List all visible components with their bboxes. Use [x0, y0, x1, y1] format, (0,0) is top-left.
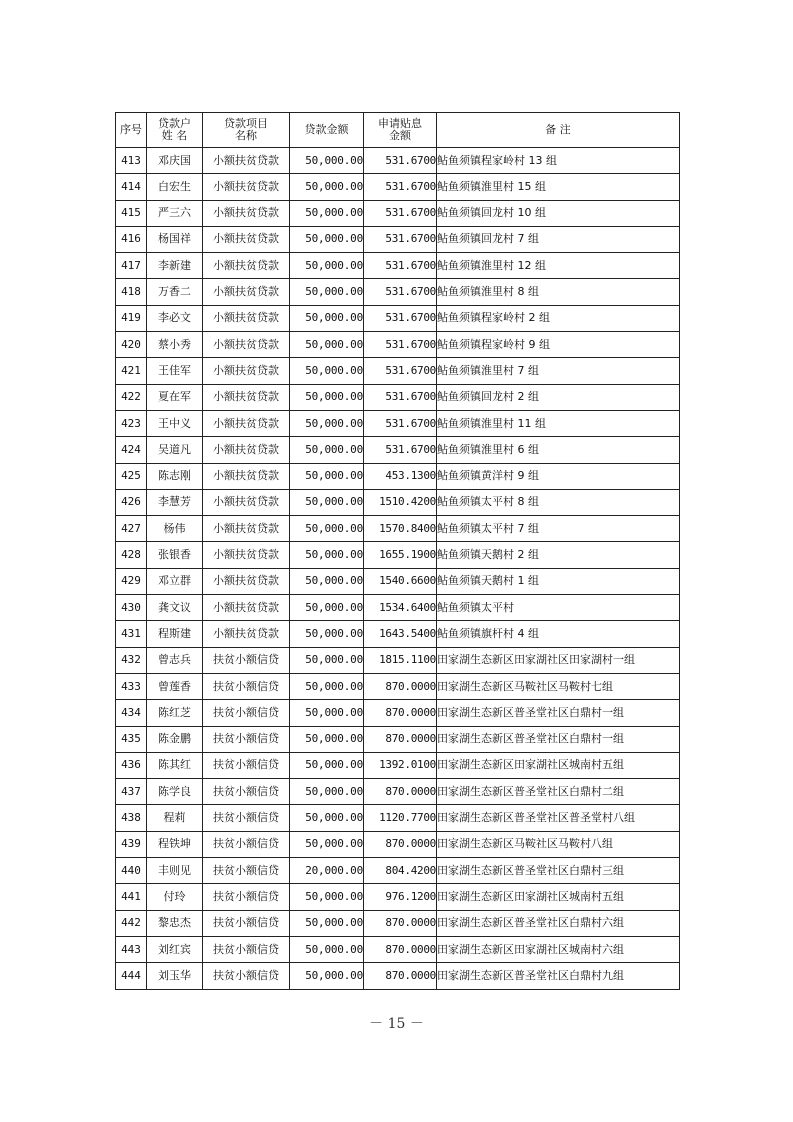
cell-name: 陈红芝: [147, 700, 203, 726]
cell-interest: 453.1300: [364, 463, 437, 489]
cell-no: 442: [116, 910, 147, 936]
header-interest: [364, 113, 437, 148]
cell-amount: 50,000.00: [290, 936, 364, 962]
table-row: [116, 700, 680, 726]
cell-no: 436: [116, 752, 147, 778]
cell-name: 曾莲香: [147, 673, 203, 699]
table-row: [116, 779, 680, 805]
cell-amount: 50,000.00: [290, 516, 364, 542]
cell-project: 小额扶贫贷款: [203, 542, 290, 568]
cell-name: 刘玉华: [147, 963, 203, 989]
cell-no: 428: [116, 542, 147, 568]
cell-name: 丰则见: [147, 858, 203, 884]
table-row: [116, 437, 680, 463]
cell-name: 王中义: [147, 410, 203, 436]
cell-name: 杨国祥: [147, 226, 203, 252]
cell-no: 434: [116, 700, 147, 726]
cell-name: 程斯建: [147, 621, 203, 647]
cell-project: 扶贫小额信贷: [203, 963, 290, 989]
cell-name: 黎忠杰: [147, 910, 203, 936]
cell-interest: 1815.1100: [364, 647, 437, 673]
cell-note: 鲇鱼须镇回龙村 7 组: [437, 226, 680, 252]
cell-project: 小额扶贫贷款: [203, 148, 290, 174]
cell-name: 严三六: [147, 200, 203, 226]
cell-interest: 1120.7700: [364, 805, 437, 831]
header-no: 序号: [116, 113, 147, 148]
cell-amount: 50,000.00: [290, 805, 364, 831]
cell-no: 421: [116, 358, 147, 384]
cell-project: 小额扶贫贷款: [203, 463, 290, 489]
cell-note: 田家湖生态新区普圣堂社区普圣堂村八组: [437, 805, 680, 831]
table-row: [116, 384, 680, 410]
cell-project: 小额扶贫贷款: [203, 226, 290, 252]
cell-name: 夏在军: [147, 384, 203, 410]
cell-interest: 1570.8400: [364, 516, 437, 542]
cell-name: 龚文议: [147, 595, 203, 621]
cell-amount: 50,000.00: [290, 358, 364, 384]
cell-amount: 50,000.00: [290, 884, 364, 910]
cell-project: 小额扶贫贷款: [203, 332, 290, 358]
table-row: [116, 410, 680, 436]
table-row: [116, 542, 680, 568]
cell-interest: 531.6700: [364, 200, 437, 226]
cell-no: 420: [116, 332, 147, 358]
cell-no: 430: [116, 595, 147, 621]
table-row: [116, 332, 680, 358]
cell-no: 422: [116, 384, 147, 410]
cell-name: 李慧芳: [147, 489, 203, 515]
cell-no: 427: [116, 516, 147, 542]
cell-project: 小额扶贫贷款: [203, 568, 290, 594]
cell-name: 白宏生: [147, 174, 203, 200]
cell-amount: 50,000.00: [290, 437, 364, 463]
cell-interest: 976.1200: [364, 884, 437, 910]
cell-note: 田家湖生态新区田家湖社区城南村六组: [437, 936, 680, 962]
cell-project: 扶贫小额信贷: [203, 805, 290, 831]
cell-name: 程莉: [147, 805, 203, 831]
cell-no: 425: [116, 463, 147, 489]
cell-note: 鲇鱼须镇太平村 7 组: [437, 516, 680, 542]
cell-note: 鲇鱼须镇程家岭村 2 组: [437, 305, 680, 331]
page-number: － 15 －: [369, 1016, 424, 1032]
cell-interest: 531.6700: [364, 279, 437, 305]
table-row: [116, 910, 680, 936]
cell-note: 鲇鱼须镇太平村: [437, 595, 680, 621]
cell-amount: 50,000.00: [290, 700, 364, 726]
table-row: [116, 726, 680, 752]
table-header: [116, 113, 680, 148]
cell-interest: 531.6700: [364, 332, 437, 358]
table-row: [116, 858, 680, 884]
cell-no: 415: [116, 200, 147, 226]
cell-note: 田家湖生态新区普圣堂社区白鼎村三组: [437, 858, 680, 884]
cell-interest: 1534.6400: [364, 595, 437, 621]
cell-project: 小额扶贫贷款: [203, 516, 290, 542]
cell-amount: 50,000.00: [290, 726, 364, 752]
cell-no: 431: [116, 621, 147, 647]
cell-name: 张银香: [147, 542, 203, 568]
cell-project: 小额扶贫贷款: [203, 384, 290, 410]
cell-no: 413: [116, 148, 147, 174]
cell-note: 鲇鱼须镇回龙村 2 组: [437, 384, 680, 410]
cell-interest: 531.6700: [364, 148, 437, 174]
cell-no: 443: [116, 936, 147, 962]
cell-note: 鲇鱼须镇淮里村 8 组: [437, 279, 680, 305]
table-row: [116, 516, 680, 542]
cell-interest: 1540.6600: [364, 568, 437, 594]
cell-note: 鲇鱼须镇程家岭村 13 组: [437, 148, 680, 174]
cell-note: 田家湖生态新区普圣堂社区白鼎村六组: [437, 910, 680, 936]
cell-project: 小额扶贫贷款: [203, 437, 290, 463]
cell-interest: 1510.4200: [364, 489, 437, 515]
cell-project: 小额扶贫贷款: [203, 253, 290, 279]
cell-project: 扶贫小额信贷: [203, 910, 290, 936]
cell-interest: 1643.5400: [364, 621, 437, 647]
cell-name: 杨伟: [147, 516, 203, 542]
cell-name: 万香二: [147, 279, 203, 305]
cell-project: 小额扶贫贷款: [203, 621, 290, 647]
cell-amount: 50,000.00: [290, 226, 364, 252]
cell-interest: 531.6700: [364, 384, 437, 410]
cell-no: 414: [116, 174, 147, 200]
cell-interest: 870.0000: [364, 831, 437, 857]
cell-note: 鲇鱼须镇旗杆村 4 组: [437, 621, 680, 647]
cell-name: 陈其红: [147, 752, 203, 778]
cell-no: 435: [116, 726, 147, 752]
loan-table: [115, 112, 680, 990]
cell-note: 鲇鱼须镇天鹅村 2 组: [437, 542, 680, 568]
cell-project: 扶贫小额信贷: [203, 884, 290, 910]
cell-amount: 50,000.00: [290, 332, 364, 358]
cell-no: 439: [116, 831, 147, 857]
cell-no: 433: [116, 673, 147, 699]
cell-no: 423: [116, 410, 147, 436]
table-row: [116, 595, 680, 621]
cell-interest: 531.6700: [364, 410, 437, 436]
cell-interest: 870.0000: [364, 673, 437, 699]
table-row: [116, 305, 680, 331]
cell-amount: 50,000.00: [290, 463, 364, 489]
header-interest-line2: 金额: [389, 129, 411, 142]
cell-project: 小额扶贫贷款: [203, 200, 290, 226]
header-borrower-line1: 贷款户: [158, 116, 191, 130]
cell-interest: 1392.0100: [364, 752, 437, 778]
cell-amount: 50,000.00: [290, 831, 364, 857]
cell-name: 李新建: [147, 253, 203, 279]
cell-project: 小额扶贫贷款: [203, 174, 290, 200]
cell-amount: 50,000.00: [290, 384, 364, 410]
table-row: [116, 621, 680, 647]
cell-no: 416: [116, 226, 147, 252]
table-body: [116, 148, 680, 990]
header-amount: 贷款金额: [290, 113, 364, 148]
cell-note: 田家湖生态新区马鞍社区马鞍村七组: [437, 673, 680, 699]
table-row: [116, 253, 680, 279]
cell-interest: 1655.1900: [364, 542, 437, 568]
cell-note: 鲇鱼须镇淮里村 15 组: [437, 174, 680, 200]
cell-amount: 50,000.00: [290, 910, 364, 936]
cell-name: 蔡小秀: [147, 332, 203, 358]
table-row: [116, 831, 680, 857]
cell-interest: 531.6700: [364, 174, 437, 200]
cell-name: 邓立群: [147, 568, 203, 594]
cell-project: 扶贫小额信贷: [203, 779, 290, 805]
cell-amount: 50,000.00: [290, 148, 364, 174]
cell-project: 扶贫小额信贷: [203, 858, 290, 884]
cell-name: 刘红宾: [147, 936, 203, 962]
cell-amount: 50,000.00: [290, 174, 364, 200]
table-row: [116, 358, 680, 384]
table-row: [116, 963, 680, 989]
header-project: [203, 113, 290, 148]
cell-no: 418: [116, 279, 147, 305]
cell-amount: 50,000.00: [290, 595, 364, 621]
cell-no: 417: [116, 253, 147, 279]
cell-no: 429: [116, 568, 147, 594]
cell-note: 鲇鱼须镇天鹅村 1 组: [437, 568, 680, 594]
cell-name: 邓庆国: [147, 148, 203, 174]
header-borrower: [147, 113, 203, 148]
cell-amount: 50,000.00: [290, 489, 364, 515]
cell-note: 田家湖生态新区田家湖社区田家湖村一组: [437, 647, 680, 673]
cell-name: 吴道凡: [147, 437, 203, 463]
cell-amount: 50,000.00: [290, 279, 364, 305]
cell-interest: 870.0000: [364, 910, 437, 936]
cell-note: 田家湖生态新区马鞍社区马鞍村八组: [437, 831, 680, 857]
cell-no: 426: [116, 489, 147, 515]
cell-name: 李必文: [147, 305, 203, 331]
cell-interest: 870.0000: [364, 779, 437, 805]
header-borrower-line2: 姓 名: [161, 129, 188, 142]
table-row: [116, 489, 680, 515]
header-note: 备 注: [437, 113, 680, 148]
cell-amount: 50,000.00: [290, 410, 364, 436]
cell-note: 田家湖生态新区普圣堂社区白鼎村九组: [437, 963, 680, 989]
cell-project: 小额扶贫贷款: [203, 595, 290, 621]
cell-amount: 50,000.00: [290, 621, 364, 647]
cell-amount: 50,000.00: [290, 568, 364, 594]
cell-amount: 50,000.00: [290, 542, 364, 568]
cell-note: 鲇鱼须镇淮里村 12 组: [437, 253, 680, 279]
cell-note: 田家湖生态新区普圣堂社区白鼎村一组: [437, 726, 680, 752]
cell-name: 程铁坤: [147, 831, 203, 857]
table-row: [116, 884, 680, 910]
cell-project: 扶贫小额信贷: [203, 936, 290, 962]
cell-project: 扶贫小额信贷: [203, 752, 290, 778]
cell-note: 鲇鱼须镇程家岭村 9 组: [437, 332, 680, 358]
cell-name: 陈金鹏: [147, 726, 203, 752]
cell-note: 鲇鱼须镇淮里村 6 组: [437, 437, 680, 463]
cell-note: 田家湖生态新区普圣堂社区白鼎村二组: [437, 779, 680, 805]
cell-note: 鲇鱼须镇太平村 8 组: [437, 489, 680, 515]
cell-amount: 50,000.00: [290, 673, 364, 699]
cell-name: 陈学良: [147, 779, 203, 805]
cell-no: 441: [116, 884, 147, 910]
table-row: [116, 673, 680, 699]
cell-amount: 50,000.00: [290, 963, 364, 989]
cell-interest: 870.0000: [364, 963, 437, 989]
cell-interest: 531.6700: [364, 305, 437, 331]
table-row: [116, 279, 680, 305]
cell-project: 小额扶贫贷款: [203, 279, 290, 305]
cell-project: 小额扶贫贷款: [203, 489, 290, 515]
cell-project: 扶贫小额信贷: [203, 700, 290, 726]
cell-note: 鲇鱼须镇淮里村 7 组: [437, 358, 680, 384]
cell-no: 438: [116, 805, 147, 831]
cell-amount: 50,000.00: [290, 305, 364, 331]
cell-interest: 870.0000: [364, 700, 437, 726]
table-row: [116, 647, 680, 673]
table-row: [116, 568, 680, 594]
cell-amount: 50,000.00: [290, 779, 364, 805]
table-row: [116, 226, 680, 252]
table-row: [116, 463, 680, 489]
cell-no: 432: [116, 647, 147, 673]
cell-project: 小额扶贫贷款: [203, 358, 290, 384]
table-row: [116, 174, 680, 200]
cell-note: 鲇鱼须镇黄洋村 9 组: [437, 463, 680, 489]
table-row: [116, 200, 680, 226]
table-row: [116, 936, 680, 962]
header-project-line1: 贷款项目: [224, 116, 268, 130]
cell-note: 田家湖生态新区田家湖社区城南村五组: [437, 752, 680, 778]
cell-no: 437: [116, 779, 147, 805]
cell-amount: 50,000.00: [290, 253, 364, 279]
table-row: [116, 752, 680, 778]
cell-note: 鲇鱼须镇回龙村 10 组: [437, 200, 680, 226]
header-row: [116, 113, 680, 148]
cell-amount: 50,000.00: [290, 200, 364, 226]
cell-no: 444: [116, 963, 147, 989]
cell-note: 田家湖生态新区普圣堂社区白鼎村一组: [437, 700, 680, 726]
cell-amount: 50,000.00: [290, 752, 364, 778]
header-project-line2: 名称: [235, 129, 257, 142]
table-row: [116, 148, 680, 174]
cell-note: 鲇鱼须镇淮里村 11 组: [437, 410, 680, 436]
cell-project: 扶贫小额信贷: [203, 647, 290, 673]
cell-project: 小额扶贫贷款: [203, 305, 290, 331]
cell-interest: 870.0000: [364, 726, 437, 752]
cell-interest: 531.6700: [364, 437, 437, 463]
cell-amount: 50,000.00: [290, 647, 364, 673]
cell-interest: 531.6700: [364, 226, 437, 252]
cell-name: 付玲: [147, 884, 203, 910]
header-interest-line1: 申请贴息: [378, 116, 422, 130]
cell-no: 419: [116, 305, 147, 331]
cell-amount: 20,000.00: [290, 858, 364, 884]
cell-interest: 804.4200: [364, 858, 437, 884]
cell-project: 扶贫小额信贷: [203, 673, 290, 699]
cell-name: 陈志刚: [147, 463, 203, 489]
cell-no: 440: [116, 858, 147, 884]
cell-project: 扶贫小额信贷: [203, 831, 290, 857]
cell-name: 曾志兵: [147, 647, 203, 673]
cell-project: 小额扶贫贷款: [203, 410, 290, 436]
cell-no: 424: [116, 437, 147, 463]
cell-interest: 531.6700: [364, 358, 437, 384]
cell-interest: 870.0000: [364, 936, 437, 962]
cell-project: 扶贫小额信贷: [203, 726, 290, 752]
table-row: [116, 805, 680, 831]
cell-note: 田家湖生态新区田家湖社区城南村五组: [437, 884, 680, 910]
cell-name: 王佳军: [147, 358, 203, 384]
cell-interest: 531.6700: [364, 253, 437, 279]
